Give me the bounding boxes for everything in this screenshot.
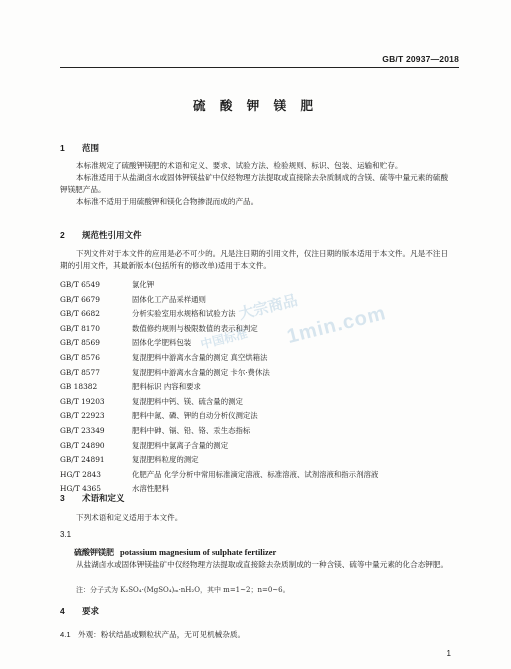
- reference-code: GB/T 22923: [60, 411, 105, 421]
- section-number: 2: [60, 230, 65, 240]
- standard-code: GB/T 20937—2018: [382, 54, 459, 64]
- page-number: 1: [446, 649, 451, 658]
- reference-code: GB/T 6679: [60, 294, 100, 304]
- reference-code: GB/T 8576: [60, 352, 100, 362]
- reference-title: 水溶性肥料: [132, 484, 169, 494]
- reference-item: [60, 293, 460, 308]
- document-title: 硫 酸 钾 镁 肥: [193, 98, 318, 113]
- reference-title: 复混肥料中游离水含量的测定 卡尔·费休法: [132, 367, 270, 377]
- reference-code: GB/T 24891: [60, 455, 105, 465]
- section-3-heading: [60, 492, 125, 504]
- reference-code: GB/T 8569: [60, 338, 100, 348]
- reference-item: [60, 307, 460, 322]
- section-title: 规范性引用文件: [82, 230, 142, 240]
- section-number: 3: [60, 493, 65, 503]
- reference-item: [60, 424, 460, 439]
- requirement-text: 外观：粉状结晶或颗粒状产品，无可见机械杂质。: [78, 630, 246, 639]
- reference-item: [60, 439, 460, 454]
- section-title: 要求: [82, 606, 100, 616]
- reference-item: [60, 380, 460, 395]
- references-intro: 下列文件对于本文件的应用是必不可少的。凡是注日期的引用文件，仅注日期的版本适用于本文件。凡是不注日期的引用文件，其最新版本(包括所有的修改单)适用于本文件。: [60, 249, 449, 270]
- reference-item: [60, 351, 460, 366]
- reference-code: GB/T 8170: [60, 323, 100, 333]
- reference-item: [60, 336, 460, 351]
- section-number: 4: [60, 606, 65, 616]
- reference-title: 固体化工产品采样通则: [132, 294, 206, 304]
- reference-item: [60, 409, 460, 424]
- requirement-number: 4.1: [60, 630, 71, 639]
- reference-title: 复混肥料中游离水含量的测定 真空烘箱法: [132, 352, 268, 362]
- reference-code: GB/T 24890: [60, 440, 105, 450]
- scope-paragraph-2: 本标准适用于从盐湖卤水或固体钾镁盐矿中仅经物理方法提取或直接除去杂质制成的含镁、硫等中量元素的硫酸钾镁肥产品。: [60, 173, 449, 194]
- reference-title: 氯化钾: [132, 280, 155, 289]
- reference-code: GB/T 6549: [60, 280, 100, 289]
- scope-paragraph-3: 本标准不适用于用硫酸钾和镁化合物掺混而成的产品。: [76, 197, 259, 206]
- reference-item: [60, 322, 460, 337]
- reference-item: [60, 453, 460, 468]
- reference-code: GB/T 8577: [60, 367, 100, 377]
- scope-paragraph-1: 本标准规定了硫酸钾镁肥的术语和定义、要求、试验方法、检验规则、标识、包装、运输和贮存。: [76, 161, 403, 170]
- watermark: 大宗商品: [237, 291, 300, 323]
- reference-code: GB 18382: [60, 382, 98, 392]
- reference-title: 复混肥料中钙、镁、硫含量的测定: [132, 396, 243, 406]
- reference-code: HG/T 2843: [60, 469, 101, 479]
- reference-title: 肥料标识 内容和要求: [132, 382, 201, 392]
- header-rule: [60, 67, 459, 68]
- watermark: 1min.com: [284, 302, 389, 348]
- term-heading: [74, 547, 276, 558]
- terms-intro: 下列术语和定义适用于本文件。: [76, 513, 183, 522]
- reference-item: [60, 395, 460, 410]
- reference-item: [60, 366, 460, 381]
- term-english: potassium magnesium of sulphate fertilizer: [120, 547, 277, 557]
- reference-code: GB/T 19203: [60, 396, 105, 406]
- reference-code: GB/T 6682: [60, 309, 100, 319]
- section-title: 范围: [82, 143, 100, 153]
- reference-title: 分析实验室用水规格和试验方法: [132, 309, 236, 319]
- term-definition: 从盐湖卤水或固体钾镁盐矿中仅经物理方法提取或直接除去杂质制成的一种含镁、硫等中量元素的化合态钾肥。: [76, 560, 449, 569]
- section-1-heading: [60, 142, 99, 154]
- reference-item: [60, 468, 460, 483]
- reference-title: 复混肥料粒度的测定: [132, 455, 199, 465]
- term-entry-number: 3.1: [60, 530, 72, 539]
- section-title: 术语和定义: [82, 493, 125, 503]
- reference-title: 肥料中砷、镉、铅、铬、汞生态指标: [132, 425, 251, 435]
- reference-title: 复混肥料中氯离子含量的测定: [132, 440, 229, 450]
- reference-title: 数值修约规则与极限数值的表示和判定: [132, 323, 258, 333]
- watermark: 中国标准: [199, 326, 250, 352]
- term-chinese: 硫酸钾镁肥: [74, 547, 114, 557]
- requirement-item: [60, 629, 245, 640]
- reference-item: [60, 278, 460, 293]
- reference-code: GB/T 23349: [60, 425, 105, 435]
- reference-code: HG/T 4365: [60, 484, 101, 494]
- reference-title: 化肥产品 化学分析中常用标准滴定溶液、标准溶液、试剂溶液和指示剂溶液: [132, 469, 379, 479]
- section-4-heading: [60, 605, 99, 617]
- reference-title: 固体化学肥料包装: [132, 338, 192, 348]
- section-number: 1: [60, 143, 65, 153]
- reference-list: [60, 278, 460, 497]
- reference-title: 肥料中氮、磷、钾的自动分析仪测定法: [132, 411, 258, 421]
- section-2-heading: [60, 229, 142, 241]
- term-note: 注：分子式为 K₂SO₄·(MgSO₄)ₘ·nH₂O，其中 m=1~2；n=0~6。: [76, 586, 290, 594]
